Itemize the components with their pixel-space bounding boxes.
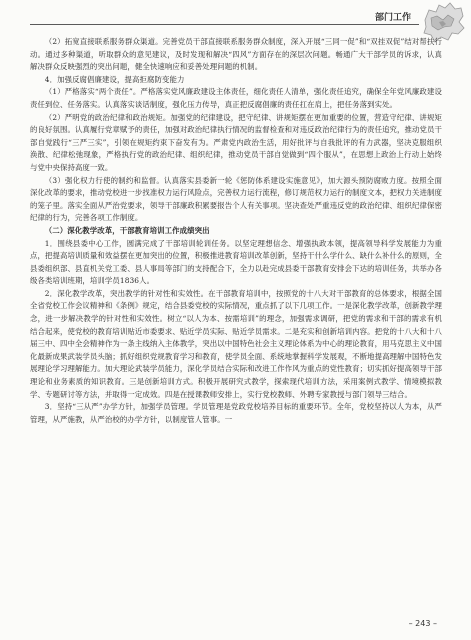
page-number: – 243 – [408, 619, 437, 628]
paragraph: （1）严格落实“两个责任”。严格落实党风廉政建设主体责任，细化责任人清单，强化责任追究，确保全年党风廉政建设责任到位、任务落实。认真落实谈话制度，强化压力传导，真正把反腐倡廉的责任扛在肩上，把任务落到实处。 [30, 87, 442, 109]
paragraph: （2）拓宽直接联系服务群众渠道。完善党员干部直接联系服务群众制度，深入开展“三同一促”和“双挂双促”结对帮扶行动。通过多种渠道，听取群众的意见建议，及时发现和解决“四风”方面存在的深层次问题。畅通广大干部学员的诉求，认真解决群众反映强烈的突出问题，健全快速响应和妥善处理问题的机制。 [30, 37, 442, 72]
running-header [0, 0, 471, 32]
section-title: 部门工作 [374, 13, 411, 23]
paragraph: （2）严明党的政治纪律和政治规矩。加强党的纪律建设，把守纪律、讲规矩摆在更加重要的位置，营造守纪律、讲规矩的良好氛围。认真履行党章赋予的责任，加强对政治纪律执行情况的监督检查和对违反政治纪律行为的责任追究，推动党员干部自觉践行“三严三实”，引领在规矩约束下奋发有为。严肃党内政治生活，用好批评与自我批评的有力武器，坚决克服组织涣散、纪律松弛现象，严格执行党的政治纪律、组织纪律，推动党员干部自觉做到“四个服从”，在思想上政治上行动上始终与党中央保持高度一致。 [30, 112, 442, 172]
paragraph: 1．围绕县委中心工作，圆满完成了干部培训轮训任务。以坚定理想信念、增强执政本领，提高领导科学发展能力为重点，把提高培训质量和效益摆在更加突出的位置，积极推进教育培训改革创新，坚持干什么学什么、缺什么补什么的原则，全县委组织部、县直机关党工委、县人事局等部门的支持配合下，全力以赴完成县委干部教育安排会下达的培训任务，共举办各级各类培训班期，培训学员1836人。 [30, 238, 442, 286]
header-rule [30, 24, 419, 25]
paragraph: （3）强化权力行使的制约和监督。认真落实县委新一轮《惩防体系建设实施意见》，加大源头预防腐败力度。按照全面深化改革的要求，推动党校进一步找准权力运行风险点，完善权力运行流程，修订规范权力运行的制度文本，把权力关进制度的笼子里。落实全面从严治党要求，领导干部廉政积累要报告个人有关事项。坚决查处严重违反党的政治纪律、组织纪律保密纪律的行为，完善各项工作制度。 [30, 175, 442, 223]
document-body [30, 36, 442, 426]
paragraph: 2．深化教学改革，突出教学的针对性和实效性。在干部教育培训中，按照党的十八大对干部教育的总体要求，根据全国全省党校工作会议精神和《条例》规定，结合县委党校的实际情况，重点抓了以下几项工作。一是深化教学改革，创新教学理念，进一步解决教学的针对性和实效性。树立“以人为本、按需培训”的理念，加强需求调研，把党的需求和干部的需求有机结合起来，使党校的教育培训贴近市委要求、贴近学员实际、贴近学员需求。二是充实和创新培训内容。把党的十八大和十八届三中、四中全会精神作为一条主线纳入主体教学，突出以中国特色社会主义理论体系为中心的理论教育，用马克思主义中国化最新成果武装学员头脑；抓好组织党规教育学习和教育，使学员全面、系统地掌握科学发展观，不断地提高理解中国特色发展理论学习理解能力。加大理论武装学员能力，深化学员结合实际和改进工作作风为重点的党性教育；切实抓好提高领导干部理论和业务素质的知识教育。三是创新培训方式。积极开展研究式教学，探索现代培训方法，采用案例式教学、情境模拟教学、专题研讨等方法，并取得一定成效。四是在授课教师安排上，实行党校教师、外聘专家教授与部门领导三结合。 [30, 288, 442, 399]
paragraph: 4．加强反腐倡廉建设，提高拒腐防变能力 [44, 74, 185, 84]
paragraph: 3．坚持“三从严”办学方针，加强学员管理。学员管理是党政党校培养目标的重要环节。全年，党校坚持以人为本，从严管理，从严施教，从严治校的办学方针，以制度管人管事。一 [30, 402, 442, 424]
section-heading: （二）深化教学改革，干部教育培训工作成绩突出 [44, 225, 210, 235]
